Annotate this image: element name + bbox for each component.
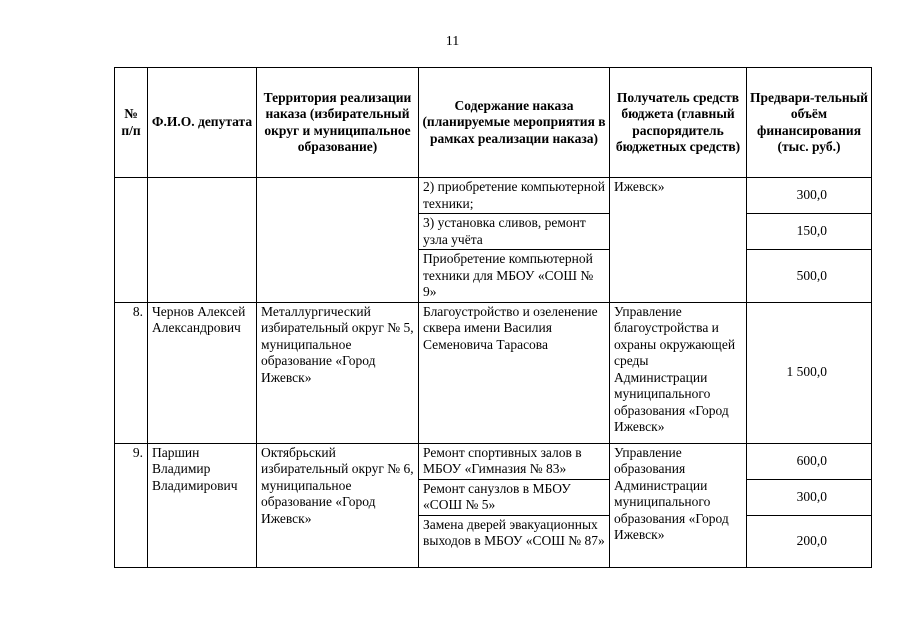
row-amount-cell: 500,0 [747,250,872,303]
header-row [115,68,872,178]
row-fio-cell [148,178,257,303]
row-content-cell: Ремонт спортивных залов в МБОУ «Гимназия № 83» [419,443,610,479]
row-content-cell: Приобретение компьютерной техники для МБОУ «СОШ № 9» [419,250,610,303]
header-funding: Предвари-тельный объём финансирования (тыс. руб.) [747,68,872,178]
header-content: Содержание наказа (планируемые мероприятия в рамках реализации наказа) [419,68,610,178]
header-recipient: Получатель средств бюджета (главный распорядитель бюджетных средств) [610,68,747,178]
row-territory-cell: Октябрьский избирательный округ № 6, муниципальное образование «Город Ижевск» [257,443,419,567]
row-recipient-cell: Ижевск» [610,178,747,303]
table-row [115,302,872,443]
header-fio: Ф.И.О. депутата [148,68,257,178]
row-number-cell: 8. [115,302,148,443]
row-fio-cell: Паршин Владимир Владимирович [148,443,257,567]
row-content-cell: Ремонт санузлов в МБОУ «СОШ № 5» [419,479,610,515]
row-amount-cell: 1 500,0 [747,302,872,443]
row-amount-cell: 200,0 [747,515,872,567]
row-amount-cell: 600,0 [747,443,872,479]
table-row [115,178,872,214]
row-recipient-cell: Управление благоустройства и охраны окружающей среды Администрации муниципального образования «Город Ижевск» [610,302,747,443]
row-number-cell: 9. [115,443,148,567]
row-fio-cell: Чернов Алексей Александрович [148,302,257,443]
row-number-cell [115,178,148,303]
row-recipient-cell: Управление образования Администрации муниципального образования «Город Ижевск» [610,443,747,567]
row-content-cell: Замена дверей эвакуационных выходов в МБОУ «СОШ № 87» [419,515,610,567]
row-amount-cell: 150,0 [747,214,872,250]
page-number: 11 [445,34,460,49]
row-content-cell: Благоустройство и озеленение сквера имени Василия Семеновича Тарасова [419,302,610,443]
header-number: № п/п [115,68,148,178]
deputy-mandates-table [114,67,872,568]
row-content-cell: 2) приобретение компьютерной техники; [419,178,610,214]
header-territory: Территория реализации наказа (избирательный округ и муниципальное образование) [257,68,419,178]
row-content-cell: 3) установка сливов, ремонт узла учёта [419,214,610,250]
row-amount-cell: 300,0 [747,479,872,515]
row-amount-cell: 300,0 [747,178,872,214]
row-territory-cell [257,178,419,303]
table-row [115,443,872,479]
row-territory-cell: Металлургический избирательный округ № 5, муниципальное образование «Город Ижевск» [257,302,419,443]
